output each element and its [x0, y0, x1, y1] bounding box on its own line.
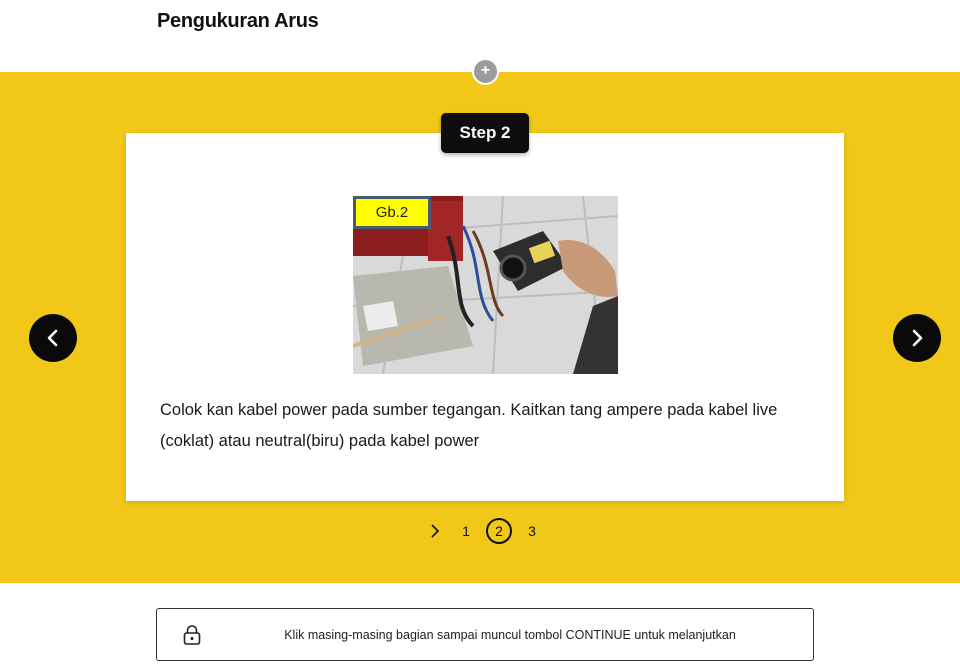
- step-card: [126, 133, 844, 501]
- photo-label: Gb.2: [353, 196, 431, 229]
- page-2-current[interactable]: 2: [486, 518, 512, 544]
- continue-notice: [156, 608, 814, 661]
- page-1[interactable]: 1: [462, 523, 470, 539]
- step-badge: Step 2: [441, 113, 529, 153]
- notice-text: Klik masing-masing bagian sampai muncul tombol CONTINUE untuk melanjutkan: [284, 627, 736, 642]
- chevron-right-icon: [429, 524, 441, 538]
- page-title: Pengukuran Arus: [157, 10, 319, 32]
- next-button[interactable]: [893, 314, 941, 362]
- pagination: [424, 517, 545, 545]
- chevron-right-icon: [907, 328, 927, 348]
- step-caption: Colok kan kabel power pada sumber tegangan. Kaitkan tang ampere pada kabel live (coklat) atau neutral(biru) pada kabel power: [160, 401, 778, 450]
- pager-next-button[interactable]: [424, 517, 446, 545]
- page-3[interactable]: 3: [528, 523, 536, 539]
- chevron-left-icon: [43, 328, 63, 348]
- prev-button[interactable]: [29, 314, 77, 362]
- lock-icon: [183, 625, 201, 645]
- plus-icon[interactable]: +: [472, 58, 499, 85]
- step-photo: [353, 196, 618, 374]
